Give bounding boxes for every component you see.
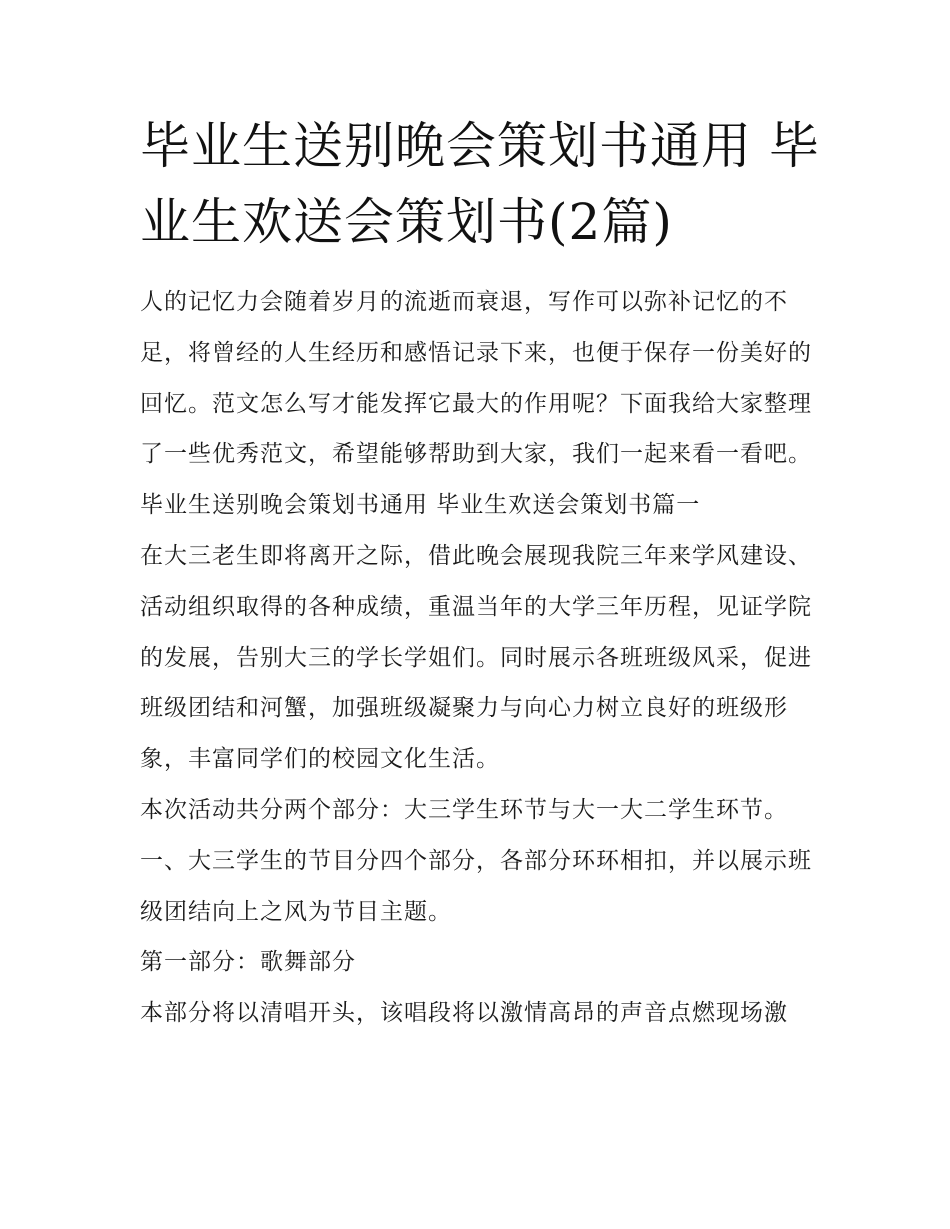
document-body <box>140 277 820 1039</box>
intro-paragraph: 人的记忆力会随着岁月的流逝而衰退，写作可以弥补记忆的不足，将曾经的人生经历和感悟记录下来，也便于保存一份美好的回忆。范文怎么写才能发挥它最大的作用呢？下面我给大家整理了一些优秀范文，希望能够帮助到大家，我们一起来看一看吧。 <box>140 289 812 468</box>
body-paragraph: 本部分将以清唱开头，该唱段将以激情高昂的声音点燃现场激 <box>140 1000 788 1027</box>
section-heading: 毕业生送别晚会策划书通用 毕业生欢送会策划书篇一 <box>140 492 701 519</box>
subsection-heading: 第一部分：歌舞部分 <box>140 949 356 976</box>
body-paragraph: 一、大三学生的节目分四个部分，各部分环环相扣，并以展示班级团结向上之风为节目主题。 <box>140 847 812 925</box>
document-title: 毕业生送别晚会策划书通用 毕业生欢送会策划书(2篇) <box>140 117 820 251</box>
body-paragraph: 在大三老生即将离开之际，借此晚会展现我院三年来学风建设、活动组织取得的各种成绩，重温当年的大学三年历程，见证学院的发展，告别大三的学长学姐们。同时展示各班班级风采，促进班级团结和河蟹，加强班级凝聚力与向心力树立良好的班级形象，丰富同学们的校园文化生活。 <box>140 542 812 773</box>
body-paragraph: 本次活动共分两个部分：大三学生环节与大一大二学生环节。 <box>140 796 788 823</box>
